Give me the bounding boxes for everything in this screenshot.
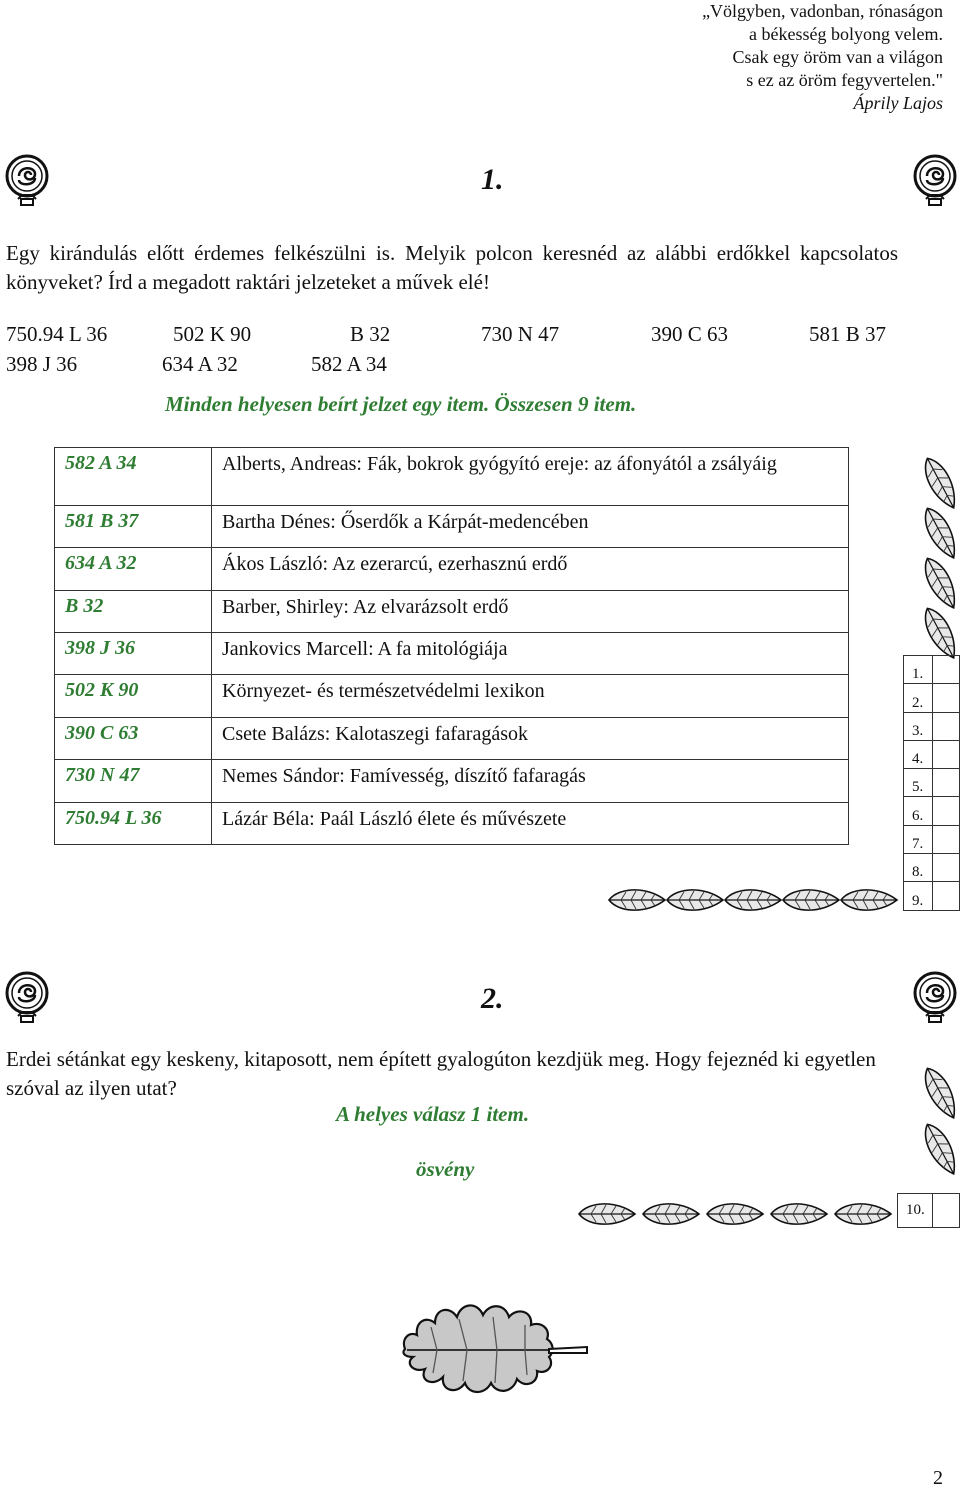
score-item-label: 9. [904, 882, 933, 910]
title-cell: Csete Balázs: Kalotaszegi fafaragások [212, 718, 849, 760]
scoring-note: Minden helyesen beírt jelzet egy item. Összesen 9 item. [165, 392, 637, 416]
code-cell: 634 A 32 [55, 548, 212, 591]
task-intro: Egy kirándulás előtt érdemes felkészülni is. Melyik polcon keresnéd az alábbi erdőkkel kapcsolatos könyveket? Írd a megadott raktári jelzeteket a művek elé! [6, 241, 898, 294]
score-box[interactable] [932, 684, 959, 712]
motto-line: s ez az öröm fegyvertelen." [746, 70, 943, 90]
score-row [904, 769, 960, 797]
code-cell: 750.94 L 36 [55, 803, 212, 845]
leaf-icon [922, 554, 960, 613]
leaf-icon [707, 1204, 763, 1224]
page-number: 2 [933, 1467, 943, 1489]
task-number: 1. [481, 163, 504, 196]
leaf-row [577, 1196, 899, 1232]
score-box[interactable] [932, 854, 959, 882]
title-cell: Ákos László: Az ezerarcú, ezerhasznú erdő [212, 548, 849, 591]
leaf-column [922, 455, 960, 665]
title-cell: Nemes Sándor: Famívesség, díszítő fafaragás [212, 760, 849, 803]
motto-line: a békesség bolyong velem. [749, 24, 943, 44]
task-number: 2. [481, 982, 504, 1015]
code-cell: B 32 [55, 591, 212, 633]
leaf-icon [922, 1120, 960, 1179]
score-box[interactable] [932, 797, 959, 825]
code-item: 730 N 47 [481, 322, 560, 346]
celtic-emblem-icon [912, 153, 958, 207]
score-item-label: 3. [904, 712, 933, 740]
task-question: Erdei sétánkat egy keskeny, kitaposott, nem épített gyalogúton kezdjük meg. Hogy fejeznéd ki egyetlen szóval az ilyen utat? [6, 1047, 876, 1100]
score-item-label: 5. [904, 769, 933, 797]
code-item: 581 B 37 [809, 322, 887, 346]
score-row [904, 882, 960, 910]
table-row [55, 675, 849, 718]
code-item: B 32 [350, 322, 391, 346]
table-row [55, 548, 849, 591]
leaf-icon [922, 604, 960, 663]
table-row [55, 591, 849, 633]
leaf-row [607, 882, 902, 918]
score-item-label: 10. [898, 1194, 933, 1228]
title-cell: Környezet- és természetvédelmi lexikon [212, 675, 849, 718]
score-box[interactable] [932, 712, 959, 740]
score-item-label: 6. [904, 797, 933, 825]
leaf-icon [922, 455, 960, 513]
score-row [904, 656, 960, 684]
score-item-label: 2. [904, 684, 933, 712]
score-item-label: 8. [904, 854, 933, 882]
code-item: 390 C 63 [651, 322, 729, 346]
answer-text: ösvény [416, 1157, 475, 1181]
title-cell: Barber, Shirley: Az elvarázsolt erdő [212, 591, 849, 633]
score-box[interactable] [932, 769, 959, 797]
leaf-icon [835, 1204, 891, 1224]
score-item-label: 1. [904, 656, 933, 684]
code-item: 750.94 L 36 [6, 322, 108, 346]
code-cell: 730 N 47 [55, 760, 212, 803]
answer-table [54, 447, 849, 845]
score-table [897, 1193, 960, 1228]
score-row [904, 854, 960, 882]
table-row [55, 760, 849, 803]
leaf-icon [725, 890, 781, 910]
score-box[interactable] [932, 882, 959, 910]
score-row [904, 740, 960, 768]
code-cell: 390 C 63 [55, 718, 212, 760]
score-row [904, 712, 960, 740]
score-table [903, 655, 960, 911]
table-row [55, 803, 849, 845]
score-box[interactable] [932, 740, 959, 768]
score-box[interactable] [932, 656, 959, 684]
table-row [55, 718, 849, 760]
table-row [55, 448, 849, 506]
code-cell: 581 B 37 [55, 506, 212, 548]
score-row [904, 797, 960, 825]
leaf-icon [579, 1204, 635, 1224]
score-row [904, 684, 960, 712]
score-box[interactable] [932, 1194, 959, 1228]
score-item-label: 7. [904, 825, 933, 853]
score-item-label: 4. [904, 740, 933, 768]
leaf-icon [667, 890, 723, 910]
table-row [55, 633, 849, 675]
title-cell: Alberts, Andreas: Fák, bokrok gyógyító ereje: az áfonyától a zsályáig [212, 448, 849, 506]
title-cell: Lázár Béla: Paál László élete és művészete [212, 803, 849, 845]
code-item: 398 J 36 [6, 352, 78, 376]
motto-line: „Völgyben, vadonban, rónaságon [702, 1, 943, 21]
code-item: 502 K 90 [173, 322, 252, 346]
title-cell: Jankovics Marcell: A fa mitológiája [212, 633, 849, 675]
leaf-icon [841, 890, 897, 910]
table-row [55, 506, 849, 548]
celtic-emblem-icon [4, 153, 50, 207]
oak-leaf-icon [397, 1295, 589, 1403]
title-cell: Bartha Dénes: Őserdők a Kárpát-medencében [212, 506, 849, 548]
code-cell: 502 K 90 [55, 675, 212, 718]
leaf-icon [922, 504, 960, 563]
leaf-icon [771, 1204, 827, 1224]
motto-line: Csak egy öröm van a világon [732, 47, 943, 67]
code-item: 582 A 34 [311, 352, 387, 376]
celtic-emblem-icon [4, 970, 50, 1024]
celtic-emblem-icon [912, 970, 958, 1024]
motto-author: Áprily Lajos [853, 93, 943, 113]
leaf-column [922, 1065, 960, 1190]
score-row [904, 825, 960, 853]
motto [702, 0, 943, 115]
score-row [898, 1194, 960, 1228]
score-box[interactable] [932, 825, 959, 853]
leaf-icon [643, 1204, 699, 1224]
code-cell: 582 A 34 [55, 448, 212, 506]
scoring-note: A helyes válasz 1 item. [336, 1102, 530, 1126]
code-cell: 398 J 36 [55, 633, 212, 675]
leaf-icon [609, 890, 665, 910]
leaf-icon [922, 1065, 960, 1123]
leaf-icon [783, 890, 839, 910]
code-item: 634 A 32 [162, 352, 238, 376]
